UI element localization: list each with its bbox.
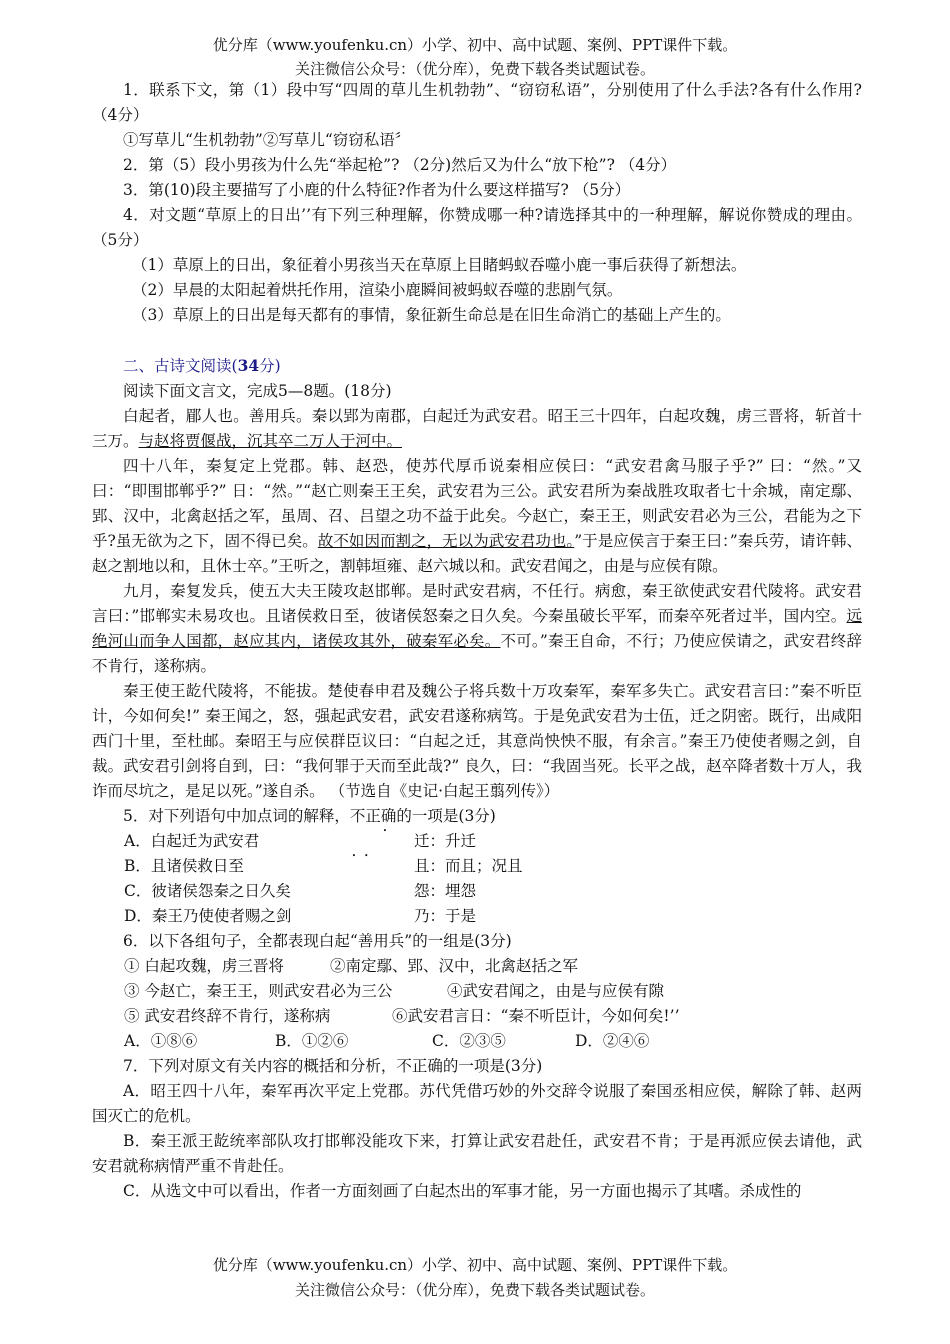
q5-option-c: C．彼诸侯怨秦之日久矣 怨：埋怨 [124, 882, 477, 900]
question-4: 4．对文题“草原上的日出’’有下列三种理解，你赞成哪一种?请选择其中的一种理解，解说你赞成的理由。 （5分） [92, 206, 862, 249]
q7-option-a: A．昭王四十八年，秦军再次平定上党郡。苏代凭借巧妙的外交辞令说服了秦国丞相应侯，解除了韩、赵两国灭亡的危机。 [92, 1082, 862, 1125]
underlined-sentence: 故不如因而割之，无以为武安君功也。 [317, 532, 575, 550]
q5-option-d: D．秦王乃使使者赐之剑 乃：于是 [124, 907, 477, 925]
underlined-sentence: 与赵将贾偃战，沉其卒二万人于河中。 [138, 432, 403, 450]
question-4-option-3: （3）草原上的日出是每天都有的事情，象征新生命总是在旧生命消亡的基础上产生的。 [132, 306, 731, 324]
page-header-line-2: 关注微信公众号：（优分库），免费下载各类试题试卷。 [294, 60, 655, 78]
document-body [92, 78, 862, 1204]
question-2: 2．第（5）段小男孩为什么先“举起枪”? （2分)然后又为什么“放下枪”? （4分） [123, 156, 677, 174]
question-5: 5．对下列语句中加点词的解释，不正确 • • •的一项是(3分) [92, 804, 862, 829]
classical-paragraph-4: 秦王使王龁代陵将，不能拔。楚使春申君及魏公子将兵数十万攻秦军，秦军多失亡。武安君言曰：”秦不听臣计，今如何矣!” 秦王闻之，怒，强起武安君，武安君遂称病笃。于是免武安君为士伍，迁之阴密。既行，出咸阳西门十里，至杜邮。秦昭王与应侯群臣议曰：“白起之迁，其意尚怏怏不服，有余言。”秦王乃使使者赐之剑，自裁。武安君引剑将自到，曰：“我何罪于天而至此哉?” 良久，曰：“我固当死。长平之战，赵卒降者数十万人，我诈而尽坑之，是足以死。”遂自杀。 （节选自《史记·白起王翦列传》） [92, 682, 862, 800]
page-footer-line-1: 优分库（www.youfenku.cn）小学、初中、高中试题、案例、PPT课件下载。 [212, 1256, 738, 1274]
q7-option-c: C．从选文中可以看出，作者一方面刻画了白起杰出的军事才能，另一方面也揭示了其嗜。杀成性的 [123, 1182, 802, 1200]
question-1: 1．联系下文，第（1）段中写“四周的草儿生机勃勃”、“窃窃私语”，分别使用了什么手法?各有什么作用? （4分） [92, 81, 862, 124]
question-6: 6．以下各组句子，全都表现白起“善用兵”的一组是(3分) [123, 932, 512, 950]
page-header-line-1: 优分库（www.youfenku.cn）小学、初中、高中试题、案例、PPT课件下载。 [212, 36, 738, 54]
q5-option-b: B．且诸侯救日至 且：而且；况且 [124, 857, 523, 875]
page-footer-line-2: 关注微信公众号：（优分库），免费下载各类试题试卷。 [294, 1281, 655, 1299]
q6-row-2: ③ 今赵亡，秦王王，则武安君必为三公 ④武安君闻之，由是与应侯有隙 [124, 982, 665, 1000]
question-4-option-2: （2）早晨的太阳起着烘托作用，渲染小鹿瞬间被蚂蚁吞噬的悲剧气氛。 [132, 281, 623, 299]
emphasis-dots: 不正确 • • • [350, 807, 397, 825]
underlined-sentence: 远绝河山而争人国都，赵应其内，诸侯攻其外，破秦军必矣。 [92, 607, 862, 650]
q6-row-3: ⑤ 武安君终辞不肯行，遂称病 ⑥武安君言日：“秦不听臣计，今如何矣!’’ [124, 1007, 680, 1025]
q6-row-1: ① 白起攻魏，虏三晋将 ②南定鄢、郢、汉中，北禽赵括之军 [124, 957, 579, 975]
q7-option-b: B．秦王派王龁统率部队攻打邯郸没能攻下来，打算让武安君赴任，武安君不肯；于是再派应侯去请他，武安君就称病情严重不肯赴任。 [92, 1132, 862, 1175]
reading-intro: 阅读下面文言文，完成5—8题。(18分) [123, 382, 392, 400]
question-3: 3．第(10)段主要描写了小鹿的什么特征?作者为什么要这样描写? （5分） [123, 181, 631, 199]
question-1-sub: ①写草儿“生机勃勃”②写草儿“窃窃私语〞 [123, 131, 411, 149]
section-title: 二、古诗文阅读(34分) [123, 356, 281, 375]
q6-choices: A．①⑧⑥ B．①②⑥ C．②③⑤ D．②④⑥ [124, 1032, 650, 1050]
classical-paragraph-1: 白起者，郿人也。善用兵。秦以郢为南郡，白起迁为武安君。昭王三十四年，白起攻魏，虏三晋将，斩首十三万。与赵将贾偃战，沉其卒二万人于河中。 [92, 407, 862, 450]
classical-paragraph-3: 九月，秦复发兵，使五大夫王陵攻赵邯郸。是时武安君病，不任行。病愈，秦王欲使武安君代陵将。武安君言曰：”邯郸实未易攻也。且诸侯救日至，彼诸侯怒秦之日久矣。今秦虽破长平军，而秦卒死者过半，国内空。远绝河山而争人国都，赵应其内，诸侯攻其外，破秦军必矣。不可。”秦王自命，不行；乃使应侯请之，武安君终辞不肯行，遂称病。 [92, 582, 862, 675]
q5-option-a: A．白起迁为武安君 迁：升迁 [124, 832, 477, 850]
classical-paragraph-2: 四十八年，秦复定上党郡。韩、赵恐，使苏代厚币说秦相应侯曰：“武安君禽马服子乎?” 曰：“然。”又曰：“即围邯郸乎?” 日：“然。”“赵亡则秦王王矣，武安君为三公。武安君所为秦战胜攻取者七十余城，南定鄢、郢、汉中，北禽赵括之军，虽周、召、吕望之功不益于此矣。今赵亡，秦王王，则武安君必为三公，君能为之下乎?虽无欲为之下，固不得已矣。故不如因而割之，无以为武安君功也。”于是应侯言于秦王曰：”秦兵劳，请许韩、赵之割地以和，且休士卒。”王听之，割韩垣雍、赵六城以和。武安君闻之，由是与应侯有隙。 [92, 457, 862, 575]
question-7: 7．下列对原文有关内容的概括和分析，不正确的一项是(3分) [123, 1057, 543, 1075]
question-4-option-1: （1）草原上的日出，象征着小男孩当天在草原上目睹蚂蚁吞噬小鹿一事后获得了新想法。 [132, 256, 747, 274]
